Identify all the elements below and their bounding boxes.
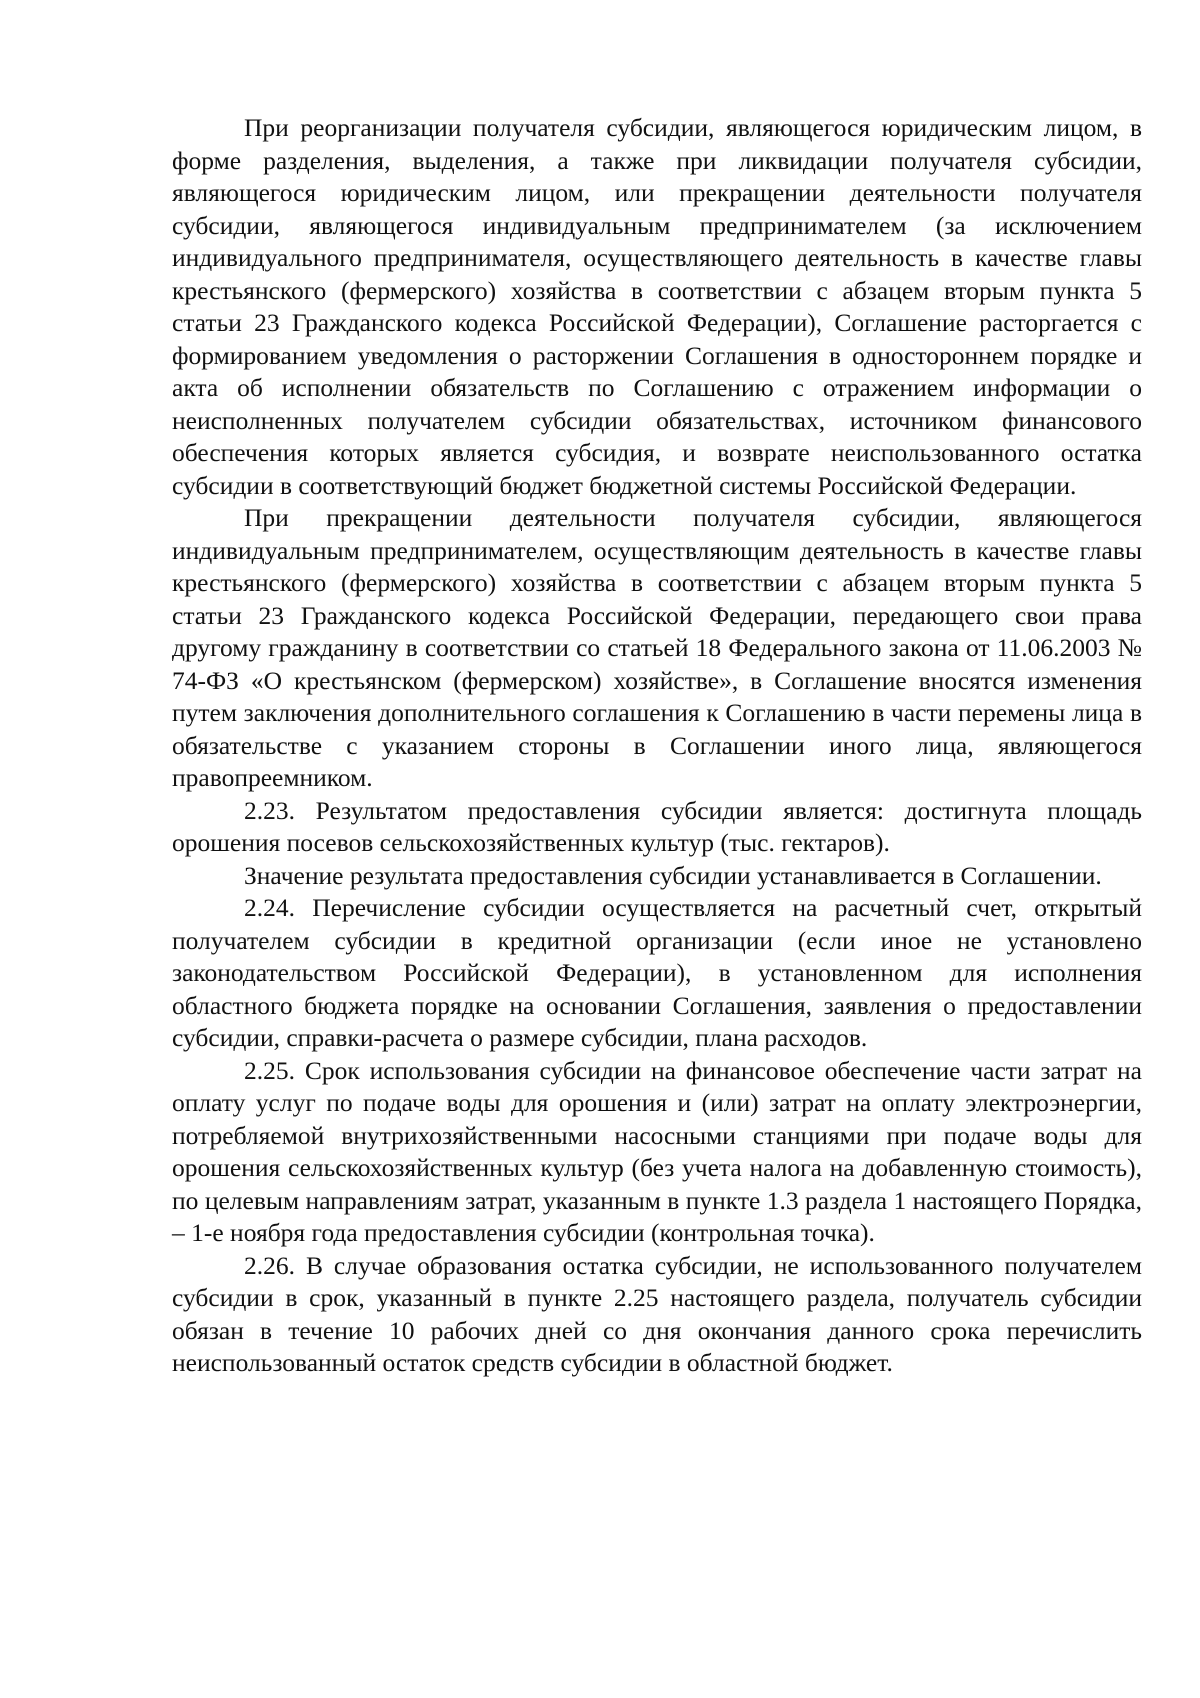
document-page (172, 112, 1142, 1380)
paragraph-2-24-transfer: 2.24. Перечисление субсидии осуществляется на расчетный счет, открытый получателем субсидии в кредитной организации (если иное не установлено законодательством Российской Федерации), в установленном для исполнения областного бюджета порядке на основании Соглашения, заявления о предоставлении субсидии, справки-расчета о размере субсидии, плана расходов. (172, 893, 1142, 1052)
paragraph-2-23-result: 2.23. Результатом предоставления субсидии является: достигнута площадь орошения посевов сельскохозяйственных культур (тыс. гектаров). (172, 795, 1142, 857)
paragraph-termination-farm-head: При прекращении деятельности получателя субсидии, являющегося индивидуальным предпринимателем, осуществляющим деятельность в качестве главы крестьянского (фермерского) хозяйства в соответствии с абзацем вторым пункта 5 статьи 23 Гражданского кодекса Российской Федерации, передающего свои права другому гражданину в соответствии со статьей 18 Федерального закона от 11.06.2003 № 74-ФЗ «О крестьянском (фермерском) хозяйстве», в Соглашение вносятся изменения путем заключения дополнительного соглашения к Соглашению в части перемены лица в обязательстве с указанием стороны в Соглашении иного лица, являющегося правопреемником. (172, 503, 1142, 792)
paragraph-2-26-remainder: 2.26. В случае образования остатка субсидии, не использованного получателем субсидии в срок, указанный в пункте 2.25 настоящего раздела, получатель субсидии обязан в течение 10 рабочих дней со дня окончания данного срока перечислить неиспользованный остаток средств субсидии в областной бюджет. (172, 1250, 1142, 1377)
paragraph-2-25-term: 2.25. Срок использования субсидии на финансовое обеспечение части затрат на оплату услуг по подаче воды для орошения и (или) затрат на оплату электроэнергии, потребляемой внутрихозяйственными насосными станциями при подаче воды для орошения сельскохозяйственных культур (без учета налога на добавленную стоимость), по целевым направлениям затрат, указанным в пункте 1.3 раздела 1 настоящего Порядка, – 1-е ноября года предоставления субсидии (контрольная точка). (172, 1055, 1142, 1247)
paragraph-reorganization: При реорганизации получателя субсидии, являющегося юридическим лицом, в форме разделения, выделения, а также при ликвидации получателя субсидии, являющегося юридическим лицом, или прекращении деятельности получателя субсидии, являющегося индивидуальным предпринимателем (за исключением индивидуального предпринимателя, осуществляющего деятельность в качестве главы крестьянского (фермерского) хозяйства в соответствии с абзацем вторым пункта 5 статьи 23 Гражданского кодекса Российской Федерации), Соглашение расторгается с формированием уведомления о расторжении Соглашения в одностороннем порядке и акта об исполнении обязательств по Соглашению с отражением информации о неисполненных получателем субсидии обязательствах, источником финансового обеспечения которых является субсидия, и возврате неиспользованного остатка субсидии в соответствующий бюджет бюджетной системы Российской Федерации. (172, 113, 1142, 500)
paragraph-result-value: Значение результата предоставления субсидии устанавливается в Соглашении. (244, 860, 1102, 890)
